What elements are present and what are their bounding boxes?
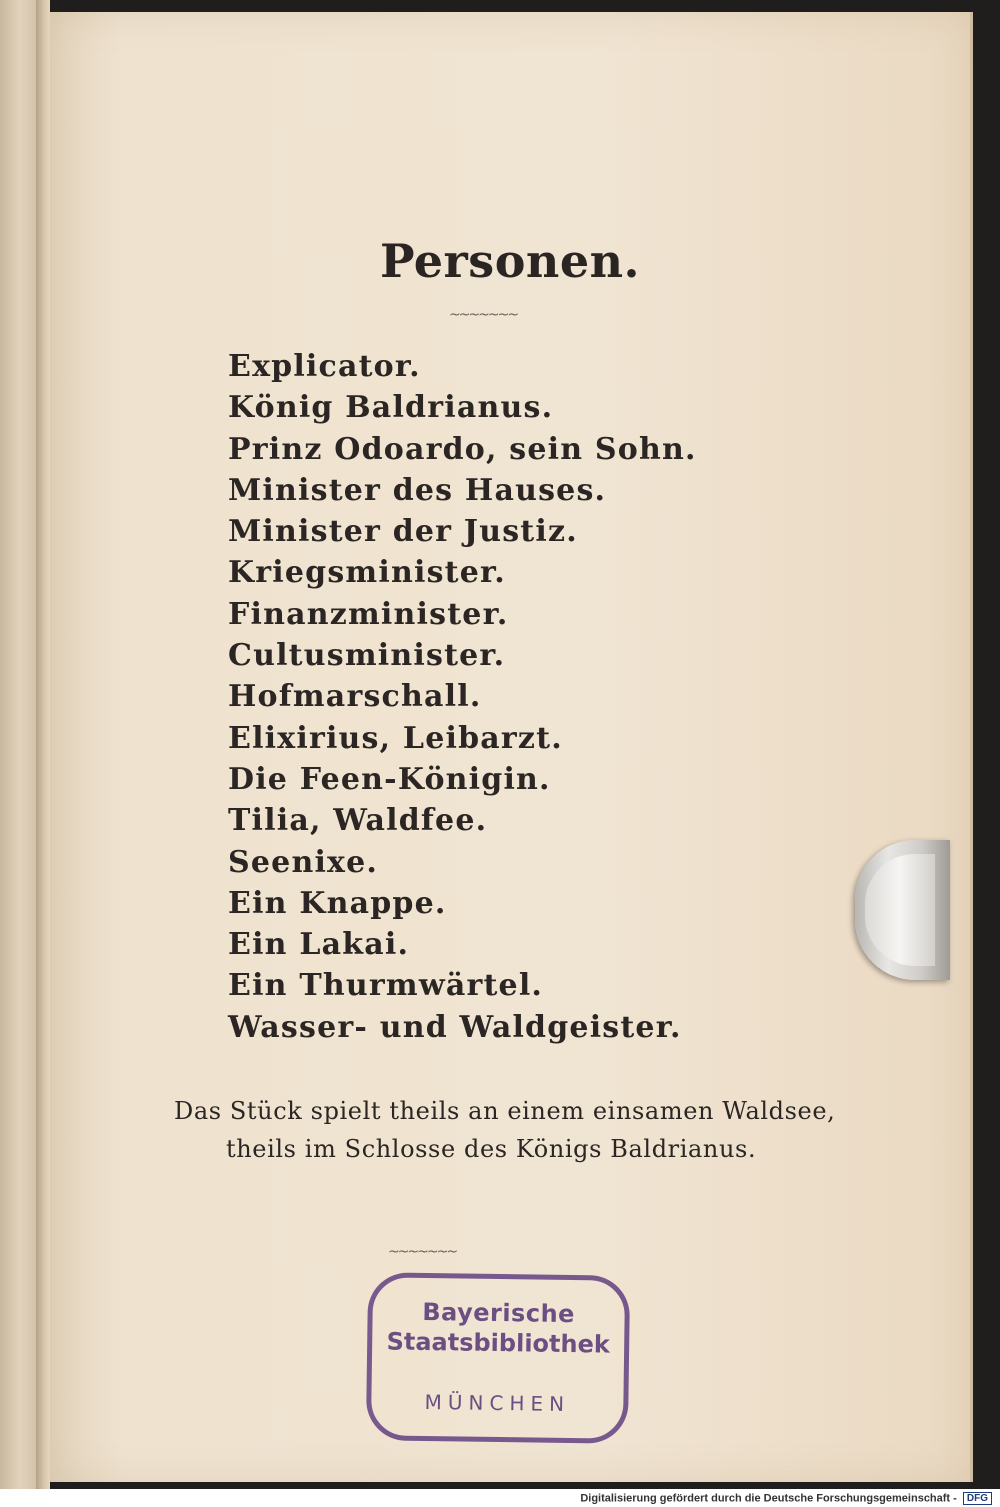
list-item: Wasser- und Waldgeister. <box>228 1009 682 1045</box>
footer-credit-text: Digitalisierung gefördert durch die Deutsche Forschungsgemeinschaft - <box>580 1492 957 1505</box>
digitization-footer <box>0 1489 1000 1507</box>
list-item: Explicator. <box>228 349 421 384</box>
setting-note-line-1: Das Stück spielt theils an einem einsamen Waldsee, <box>174 1097 836 1125</box>
page-title: Personen. <box>379 234 641 288</box>
previous-page-edge <box>0 0 36 1490</box>
list-item: Minister der Justiz. <box>228 514 578 550</box>
list-item: Hofmarschall. <box>228 679 482 715</box>
setting-note-line-2: theils im Schlosse des Königs Baldrianus. <box>226 1135 757 1163</box>
list-item: Kriegsminister. <box>228 555 506 591</box>
dfg-logo-icon: DFG <box>963 1492 992 1505</box>
list-item: Minister des Hauses. <box>228 472 607 508</box>
page-clip-highlight <box>865 854 935 966</box>
list-item: Seenixe. <box>228 844 379 880</box>
list-item: Tilia, Waldfee. <box>228 803 488 839</box>
page-clip-icon <box>855 840 950 980</box>
book-page <box>50 12 973 1482</box>
list-item: Prinz Odoardo, sein Sohn. <box>228 431 697 467</box>
list-item: Ein Lakai. <box>228 927 410 963</box>
book-gutter <box>36 0 50 1490</box>
list-item: Cultusminister. <box>228 638 506 674</box>
stamp-line-1: Bayerische <box>422 1297 576 1329</box>
list-item: Die Feen-Königin. <box>228 761 551 797</box>
list-item: Finanzminister. <box>228 596 509 632</box>
ornament-divider-top: ~~~~~~~ <box>448 307 518 323</box>
list-item: Elixirius, Leibarzt. <box>228 720 563 756</box>
list-item: König Baldrianus. <box>228 390 554 426</box>
list-item: Ein Knappe. <box>228 885 447 921</box>
stamp-line-2: Staatsbibliothek <box>386 1327 611 1359</box>
footer-credit <box>580 1492 992 1505</box>
list-item: Ein Thurmwärtel. <box>228 968 544 1004</box>
persons-list <box>228 346 697 1048</box>
setting-note <box>174 1092 835 1168</box>
ornament-divider-bottom: ~~~~~~~ <box>387 1244 457 1260</box>
stamp-line-3: MÜNCHEN <box>424 1389 571 1417</box>
library-stamp <box>366 1272 630 1444</box>
